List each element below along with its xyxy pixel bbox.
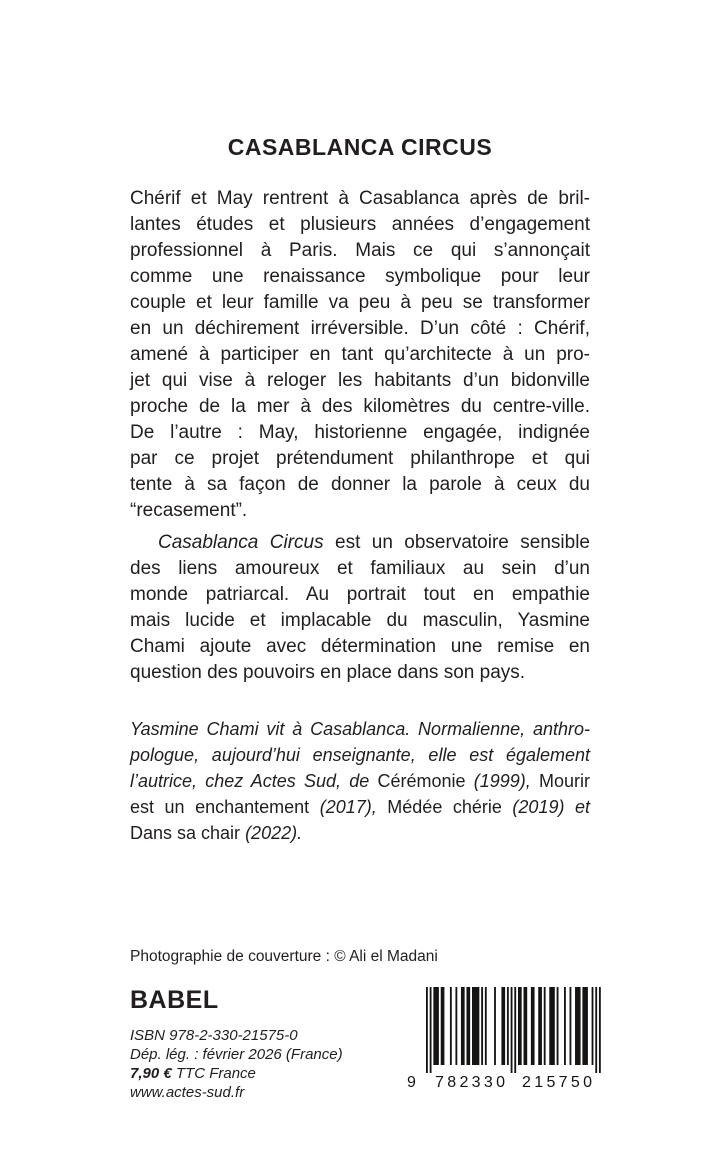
text-segment: Dép. lég. : février 2026 (France): [130, 1046, 343, 1063]
text-segment: 7,90 €: [130, 1065, 176, 1082]
text-segment: tente à sa façon de donner la parole à ceux du: [130, 474, 590, 495]
text-segment: (2017),: [319, 797, 377, 817]
text-segment: pologue, aujourd’hui enseignante, elle est également: [130, 745, 590, 765]
text-segment: (1999),: [473, 771, 531, 791]
text-line: [130, 368, 590, 394]
text-line: [130, 582, 590, 608]
text-segment: Mourir: [530, 771, 590, 791]
book-title: CASABLANCA CIRCUS: [227, 134, 493, 161]
text-segment: question des pouvoirs en place dans son pays.: [130, 662, 526, 683]
text-segment: est un observatoire sensible: [323, 532, 590, 553]
text-line: [130, 660, 590, 686]
text-line: [130, 290, 590, 316]
text-line: [130, 212, 590, 238]
text-segment: (2019) et: [512, 797, 590, 817]
text-line: [130, 820, 590, 846]
barcode-graphic: [403, 987, 601, 1089]
text-segment: De l’autre : May, historienne engagée, indignée: [130, 422, 590, 443]
publisher-logo: BABEL: [130, 986, 219, 1014]
barcode-group2: 215750: [522, 1074, 592, 1089]
synopsis-paragraph: [130, 530, 590, 686]
text-line: [130, 394, 590, 420]
text-line: [130, 530, 590, 556]
text-line: [130, 264, 590, 290]
author-bio: [130, 716, 590, 846]
text-line: [130, 794, 590, 820]
text-segment: monde patriarcal. Au portrait tout en empathie: [130, 584, 590, 605]
text-segment: TTC France: [175, 1065, 256, 1082]
text-segment: en un déchirement irréversible. D’un côté : Chérif,: [130, 318, 590, 339]
synopsis-paragraph: [130, 186, 590, 524]
text-segment: mais lucide et implacable du masculin, Yasmine: [130, 610, 590, 631]
text-segment: par ce projet prétendument philanthrope et qui: [130, 448, 590, 469]
text-line: [130, 472, 590, 498]
text-segment: www.actes-sud.fr: [130, 1084, 245, 1101]
text-segment: amené à participer en tant qu’architecte à un pro-: [130, 344, 590, 365]
text-line: [130, 342, 590, 368]
text-segment: Casablanca Circus: [158, 532, 324, 553]
text-line: [130, 498, 590, 524]
barcode-digit-system: 9: [407, 1074, 416, 1089]
text-segment: Dans sa chair: [130, 823, 246, 843]
text-line: [130, 716, 590, 742]
text-line: [130, 556, 590, 582]
text-segment: est un enchantement: [130, 797, 320, 817]
synopsis: [130, 186, 590, 686]
text-line: [130, 186, 590, 212]
text-segment: jet qui vise à reloger les habitants d’un bidonville: [130, 370, 590, 391]
text-segment: “recasement”.: [130, 500, 248, 521]
text-line: [130, 1045, 343, 1064]
text-segment: Médée chérie: [376, 797, 513, 817]
text-line: [130, 238, 590, 264]
text-segment: proche de la mer à des kilomètres du centre-ville.: [130, 396, 590, 417]
text-segment: ISBN 978-2-330-21575-0: [130, 1027, 298, 1044]
text-segment: professionnel à Paris. Mais ce qui s’annonçait: [130, 240, 590, 261]
text-line: [130, 608, 590, 634]
text-line: [130, 1026, 343, 1045]
text-segment: Chami ajoute avec détermination une remise en: [130, 636, 590, 657]
text-line: [130, 446, 590, 472]
text-line: [130, 634, 590, 660]
text-segment: couple et leur famille va peu à peu se transformer: [130, 292, 590, 313]
text-segment: lantes études et plusieurs années d’engagement: [130, 214, 590, 235]
publication-info: [130, 1026, 343, 1102]
text-segment: Yasmine Chami vit à Casablanca. Normalienne, anthro-: [130, 719, 590, 739]
text-line: [130, 768, 590, 794]
barcode-group1: 782330: [435, 1074, 505, 1089]
text-line: [130, 1064, 343, 1083]
text-line: [130, 316, 590, 342]
text-segment: des liens amoureux et familiaux au sein d’un: [130, 558, 590, 579]
text-line: [130, 420, 590, 446]
text-line: [130, 742, 590, 768]
photo-credit: Photographie de couverture : © Ali el Madani: [130, 948, 438, 965]
text-segment: comme une renaissance symbolique pour leur: [130, 266, 590, 287]
text-segment: Chérif et May rentrent à Casablanca après de bril-: [130, 188, 590, 209]
ean13-barcode: [403, 987, 601, 1089]
text-segment: (2022).: [245, 823, 303, 843]
text-segment: Cérémonie: [377, 771, 474, 791]
text-line: [130, 1083, 343, 1102]
text-segment: l’autrice, chez Actes Sud, de: [130, 771, 378, 791]
